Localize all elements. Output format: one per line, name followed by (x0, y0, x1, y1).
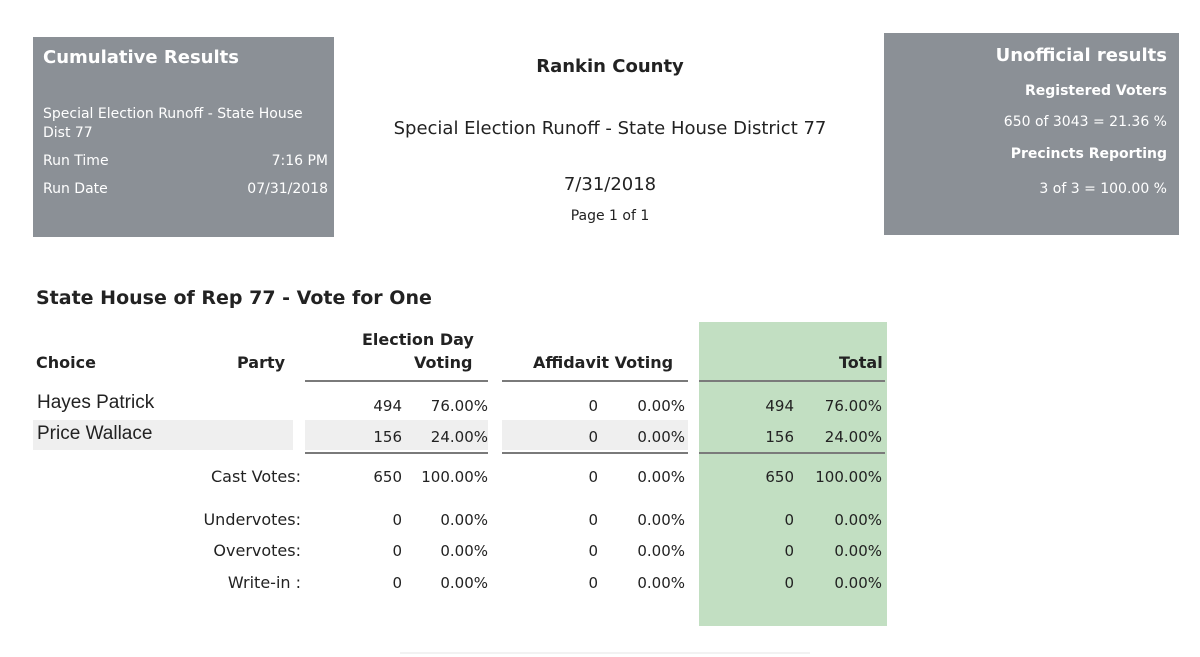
total-votes: 0 (784, 511, 794, 529)
county-title: Rankin County (536, 56, 684, 77)
election-day-votes: 0 (392, 511, 402, 529)
election-day-header-line1: Election Day (362, 330, 474, 349)
election-day-percent: 24.00% (430, 428, 488, 446)
election-day-votes: 0 (392, 542, 402, 560)
run-time-label: Run Time (43, 153, 109, 169)
total-votes: 156 (765, 428, 794, 446)
summary-label: Undervotes: (203, 510, 301, 529)
total-votes: 0 (784, 542, 794, 560)
election-day-votes: 650 (373, 468, 402, 486)
party-header: Party (237, 353, 286, 372)
election-day-votes: 156 (373, 428, 402, 446)
total-votes: 650 (765, 468, 794, 486)
election-day-percent: 0.00% (440, 574, 488, 592)
total-header: Total (839, 353, 883, 372)
candidate-name: Hayes Patrick (37, 392, 155, 413)
affidavit-percent: 0.00% (637, 574, 685, 592)
affidavit-votes: 0 (588, 468, 598, 486)
affidavit-total-rule (502, 452, 688, 454)
precincts-reporting-label: Precincts Reporting (1010, 146, 1167, 162)
cumulative-results-panel (33, 37, 334, 237)
total-percent: 100.00% (815, 468, 882, 486)
election-name: Special Election Runoff - State House District 77 (393, 118, 827, 139)
page-number: Page 1 of 1 (570, 208, 650, 224)
affidavit-header: Affidavit Voting (533, 353, 674, 372)
election-day-votes: 0 (392, 574, 402, 592)
election-day-percent: 100.00% (421, 468, 488, 486)
run-date-value: 07/31/2018 (247, 181, 328, 197)
total-total-rule (699, 452, 885, 454)
total-percent: 0.00% (834, 511, 882, 529)
election-day-header-rule (305, 380, 488, 382)
election-day-total-rule (305, 452, 488, 454)
choice-header: Choice (36, 353, 96, 372)
run-date-label: Run Date (43, 181, 108, 197)
election-day-percent: 76.00% (430, 397, 488, 415)
registered-voters-label: Registered Voters (1024, 83, 1167, 99)
page-bottom-divider (400, 652, 810, 654)
summary-label: Cast Votes: (210, 467, 301, 486)
affidavit-header-rule (502, 380, 688, 382)
affidavit-percent: 0.00% (637, 468, 685, 486)
registered-voters-value: 650 of 3043 = 21.36 % (1003, 114, 1167, 130)
cumulative-results-title: Cumulative Results (43, 47, 239, 68)
run-date-row (43, 181, 328, 197)
affidavit-percent: 0.00% (637, 397, 685, 415)
total-percent: 0.00% (834, 574, 882, 592)
total-votes: 494 (765, 397, 794, 415)
summary-label: Write-in : (227, 573, 301, 592)
total-percent: 0.00% (834, 542, 882, 560)
total-votes: 0 (784, 574, 794, 592)
summary-label: Overvotes: (213, 541, 301, 560)
precincts-reporting-value: 3 of 3 = 100.00 % (1039, 181, 1167, 197)
affidavit-percent: 0.00% (637, 542, 685, 560)
total-header-rule (699, 380, 885, 382)
election-day-percent: 0.00% (440, 511, 488, 529)
candidate-name: Price Wallace (37, 423, 153, 444)
affidavit-votes: 0 (588, 574, 598, 592)
total-percent: 76.00% (824, 397, 882, 415)
affidavit-percent: 0.00% (637, 511, 685, 529)
affidavit-votes: 0 (588, 397, 598, 415)
affidavit-votes: 0 (588, 428, 598, 446)
run-time-value: 7:16 PM (271, 153, 328, 169)
election-subtitle: Special Election Runoff - State House Dist 77 (43, 106, 303, 141)
unofficial-results-panel (884, 33, 1179, 235)
election-day-header-line2: Voting (414, 353, 473, 372)
run-time-row (43, 153, 328, 169)
unofficial-results-title: Unofficial results (995, 45, 1167, 66)
election-day-percent: 0.00% (440, 542, 488, 560)
election-day-votes: 494 (373, 397, 402, 415)
total-percent: 24.00% (824, 428, 882, 446)
affidavit-votes: 0 (588, 542, 598, 560)
election-date: 7/31/2018 (563, 174, 657, 195)
affidavit-votes: 0 (588, 511, 598, 529)
contest-title: State House of Rep 77 - Vote for One (36, 287, 432, 309)
affidavit-percent: 0.00% (637, 428, 685, 446)
